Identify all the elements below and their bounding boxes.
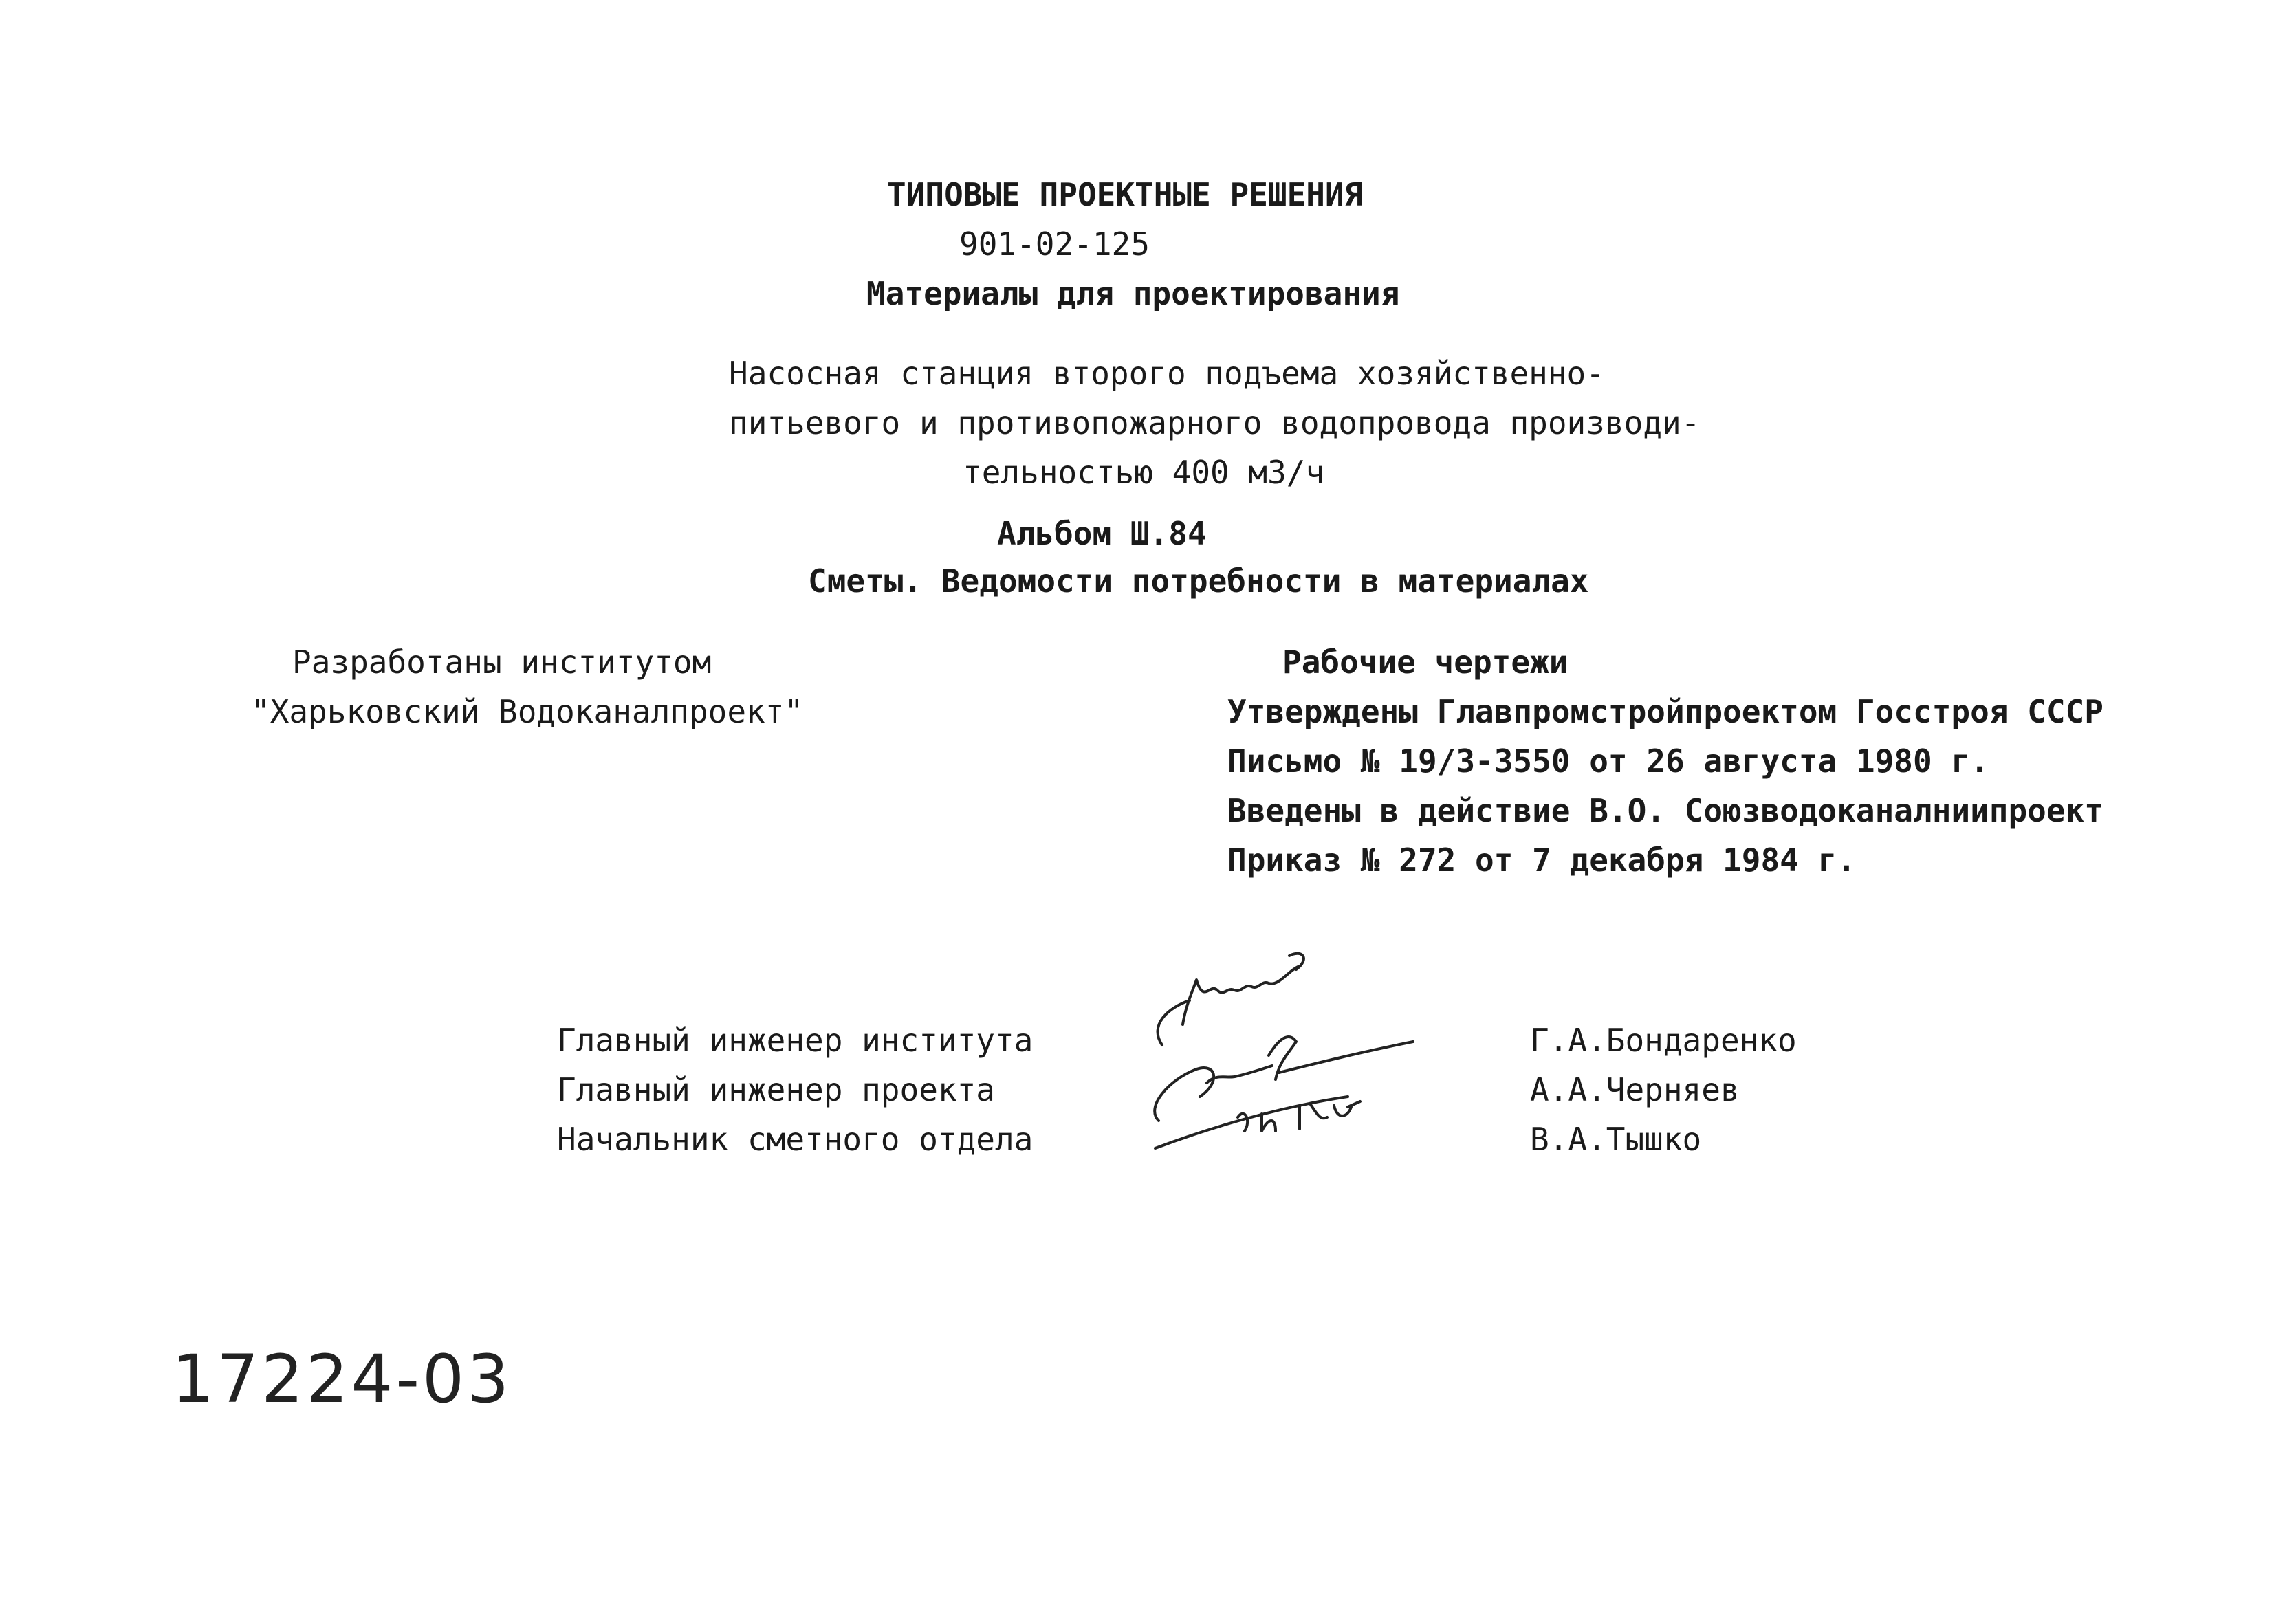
signatory-name-3: В.А.Тышко xyxy=(1530,1121,1702,1158)
signatory-name-1: Г.А.Бондаренко xyxy=(1530,1022,1797,1059)
archive-number: 17224-03 xyxy=(172,1341,512,1418)
description-line-2: питьевого и противопожарного водопровода производи- xyxy=(729,404,1701,441)
signature-1-stroke xyxy=(1158,954,1304,1045)
signatory-name-2: А.А.Черняев xyxy=(1530,1071,1740,1108)
document-title: ТИПОВЫЕ ПРОЕКТНЫЕ РЕШЕНИЯ xyxy=(887,176,1364,213)
handwritten-signatures xyxy=(1141,942,1444,1169)
approval-line-1: Рабочие чертежи xyxy=(1282,644,1568,681)
developer-line-2: "Харьковский Водоканалпроект" xyxy=(251,693,804,730)
signatory-role-1: Главный инженер института xyxy=(557,1022,1034,1059)
description-line-3: тельностью 400 м3/ч xyxy=(963,454,1325,491)
project-code: 901-02-125 xyxy=(959,226,1150,263)
album-contents: Сметы. Ведомости потребности в материалах xyxy=(808,562,1589,600)
approval-line-4: Введены в действие В.О. Союзводоканалниипроект xyxy=(1227,792,2103,829)
signatory-role-2: Главный инженер проекта xyxy=(557,1071,995,1108)
signatory-role-3: Начальник сметного отдела xyxy=(557,1121,1034,1158)
approval-line-2: Утверждены Главпромстройпроектом Госстроя СССР xyxy=(1227,693,2103,730)
approval-line-3: Письмо № 19/3-3550 от 26 августа 1980 г. xyxy=(1227,743,1989,780)
developer-line-1: Разработаны институтом xyxy=(292,644,712,681)
approval-line-5: Приказ № 272 от 7 декабря 1984 г. xyxy=(1227,842,1856,879)
description-line-1: Насосная станция второго подъема хозяйственно- xyxy=(729,355,1605,392)
signature-2-underline xyxy=(1155,1097,1348,1148)
album-label: Альбом Ш.84 xyxy=(997,515,1207,552)
document-subtitle: Материалы для проектирования xyxy=(866,275,1400,312)
